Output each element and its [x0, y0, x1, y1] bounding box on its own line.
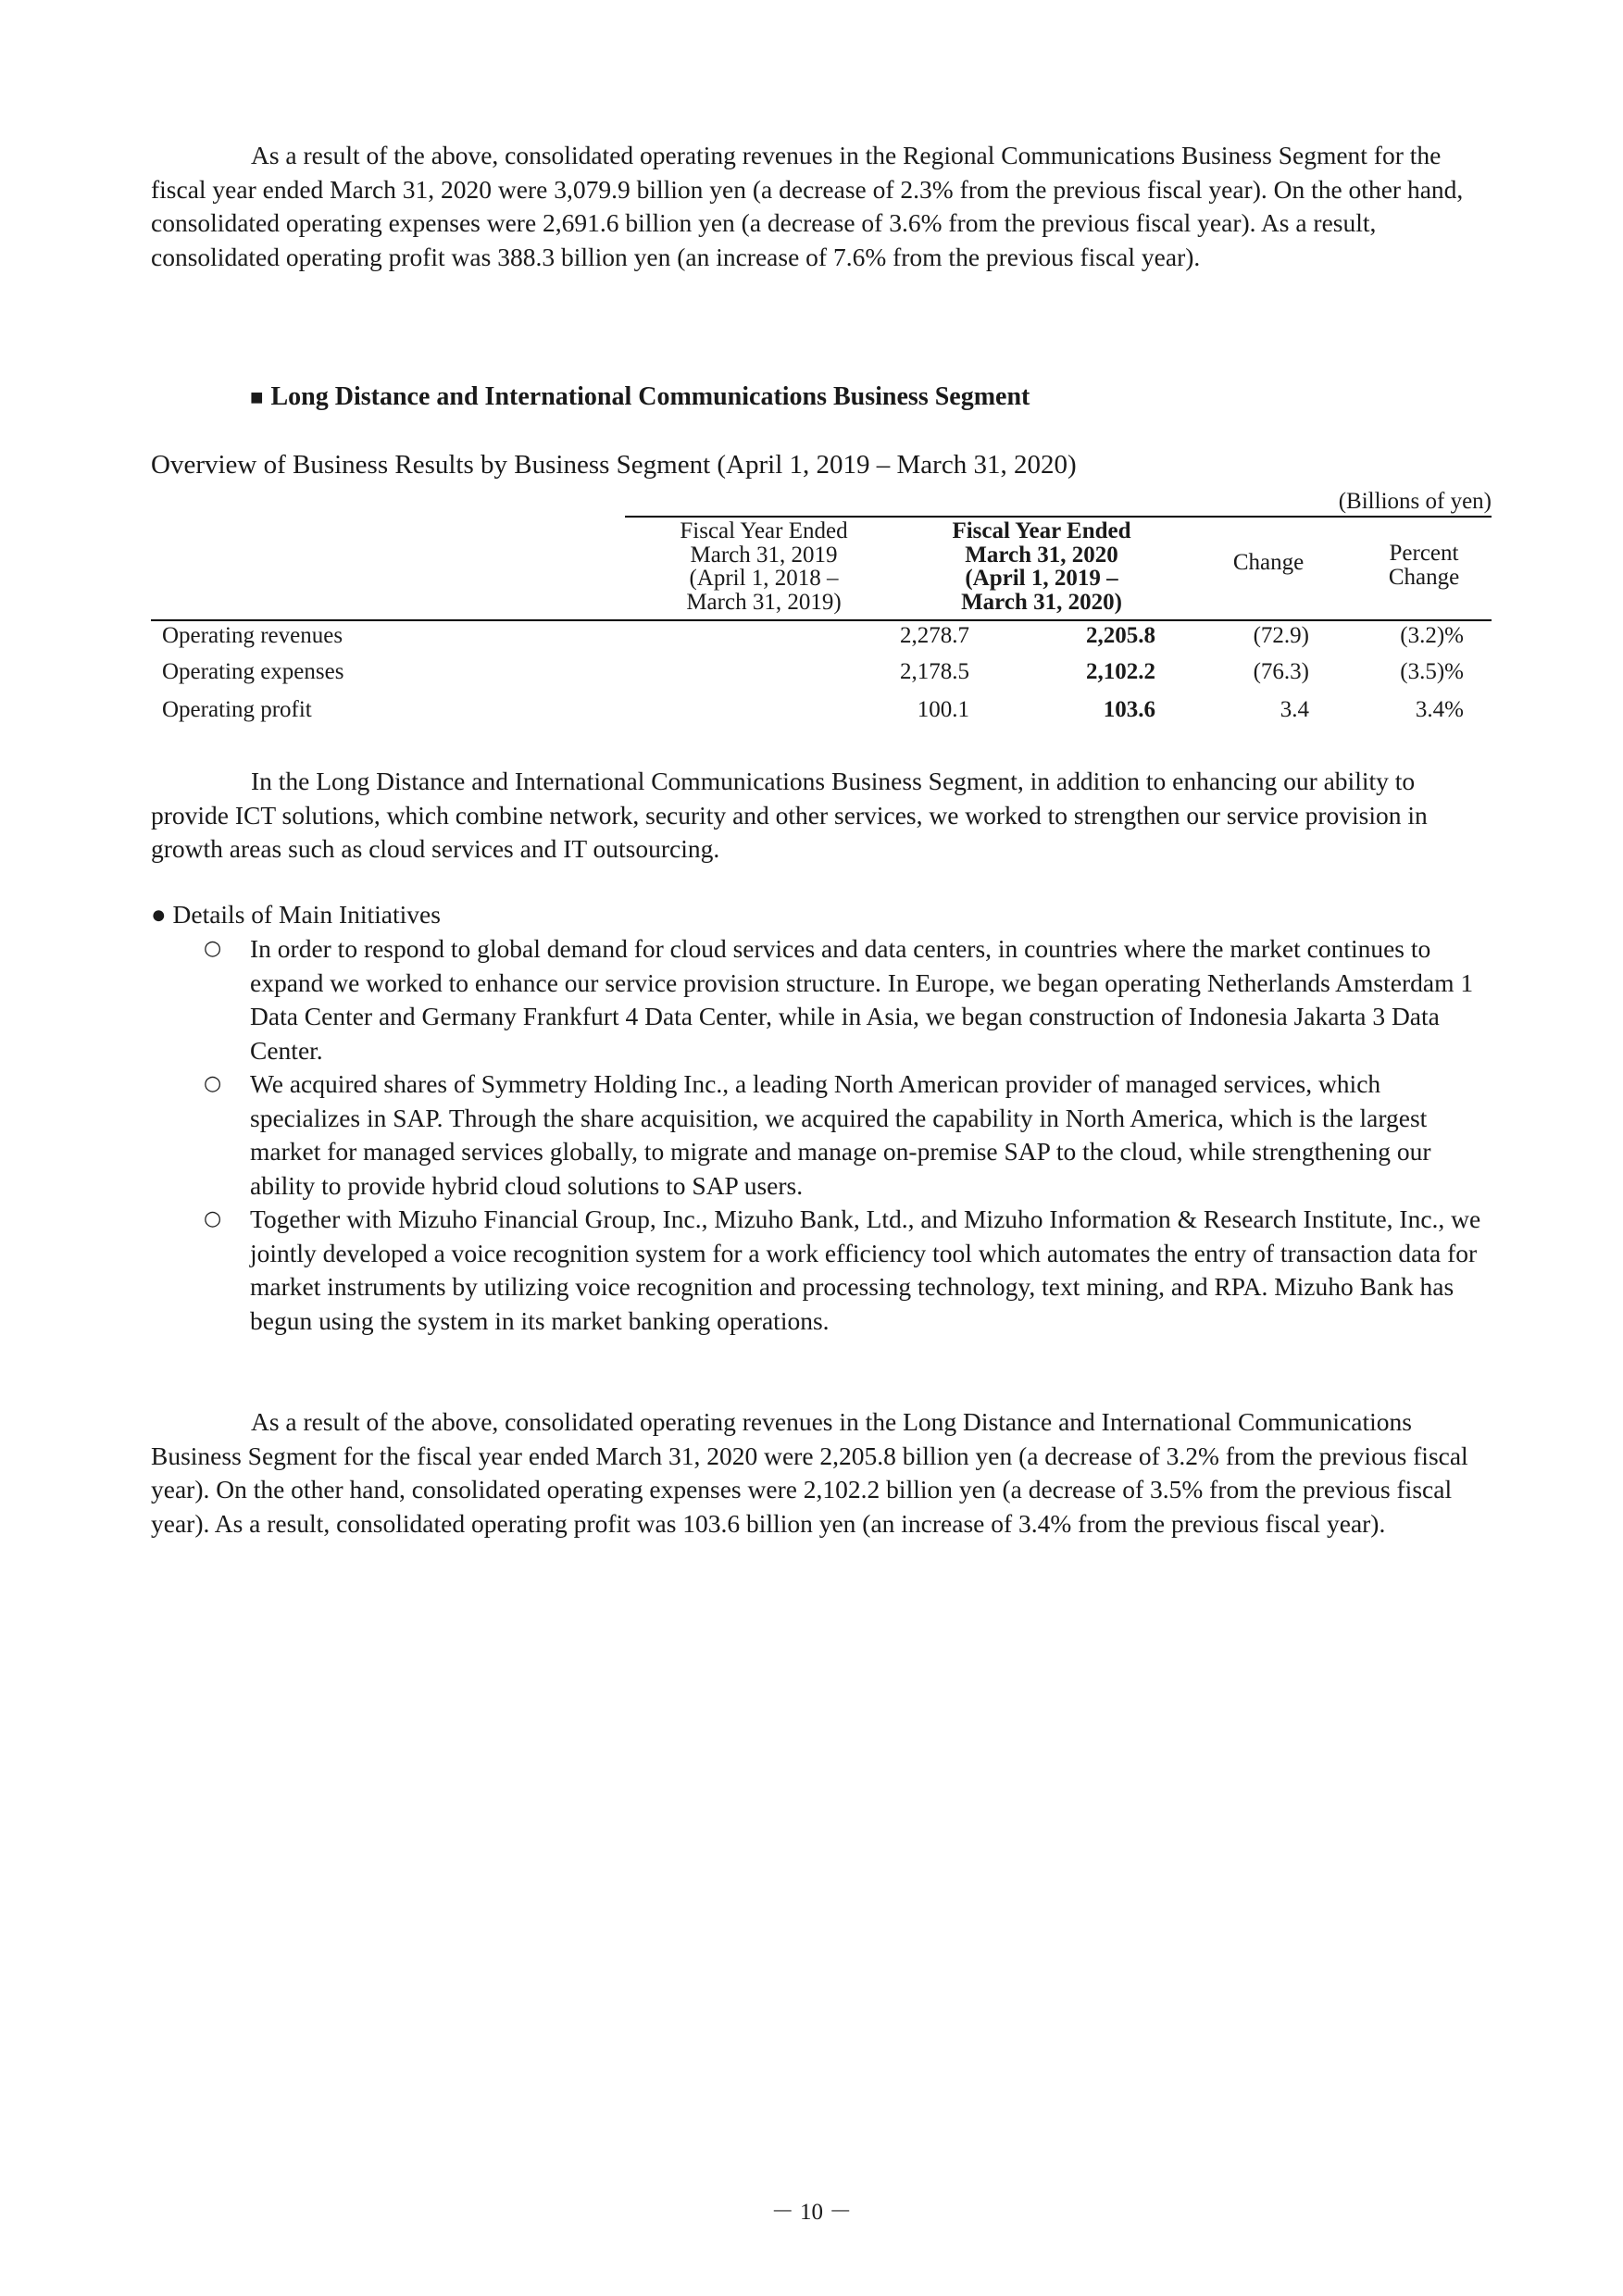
header-fy2020-line: Fiscal Year Ended: [952, 518, 1131, 543]
header-fy2020: [903, 519, 1180, 614]
header-fy2019-line: March 31, 2019): [686, 589, 842, 615]
header-change: Change: [1232, 550, 1305, 575]
segment-intro-paragraph: In the Long Distance and International Communications Business Segment, in addition to enhancing our ability to provide ICT solutions, which combine network, security and other services, we worked to strengthen our service provision in growth areas such as cloud services and IT outsourcing.: [151, 767, 1428, 863]
cell-fy2020: 2,102.2: [1086, 659, 1155, 684]
cell-fy2019: 100.1: [917, 697, 969, 722]
header-fy2020-line: March 31, 2020): [961, 589, 1122, 615]
list-item-text: Together with Mizuho Financial Group, Inc., Mizuho Bank, Ltd., and Mizuho Information & Research Institute, Inc., we jointly developed a voice recognition system for a work efficiency tool which automates the entry of transaction data for market instruments by utilizing voice recognition and processing technology, text mining, and RPA. Mizuho Bank has begun using the system in its market banking operations.: [250, 1204, 1481, 1335]
header-fy2019: [625, 519, 903, 614]
results-table: [151, 516, 1492, 742]
square-bullet-icon: ■: [250, 386, 264, 410]
header-fy2019-line: (April 1, 2018 –: [689, 566, 839, 591]
header-percent-line: Percent: [1389, 541, 1459, 566]
list-item: [204, 1203, 1491, 1338]
table-top-rule: [625, 516, 1492, 518]
cell-percent: (3.5)%: [1400, 659, 1464, 684]
cell-fy2020: 2,205.8: [1086, 623, 1155, 648]
cell-fy2019: 2,278.7: [900, 623, 969, 648]
hollow-circle-bullet-icon: ○: [204, 1072, 222, 1095]
hollow-circle-bullet-icon: ○: [204, 1207, 222, 1230]
cell-change: (72.9): [1253, 623, 1309, 648]
circle-bullet-icon: ●: [151, 900, 167, 929]
header-fy2019-line: Fiscal Year Ended: [680, 518, 848, 543]
details-heading: [151, 898, 441, 932]
header-percent-line: Change: [1388, 564, 1460, 590]
regional-summary-paragraph: As a result of the above, consolidated operating revenues in the Regional Communications Business Segment for the fiscal year ended March 31, 2020 were 3,079.9 billion yen (a decrease of 2.3% from the previous fiscal year). On the other hand, consolidated operating expenses were 2,691.6 billion yen (a decrease of 3.6% from the previous fiscal year). As a result, consolidated operating profit was 388.3 billion yen (an increase of 7.6% from the previous fiscal year).: [151, 141, 1464, 271]
header-fy2020-line: March 31, 2020: [965, 542, 1118, 568]
table-unit-note: (Billions of yen): [1338, 489, 1492, 514]
list-item-text: We acquired shares of Symmetry Holding Inc., a leading North American provider of managed services, which specializes in SAP. Through the share acquisition, we acquired the capability in North America, which is the largest market for managed services globally, to migrate and manage on-premise SAP to the cloud, while strengthening our ability to provide hybrid cloud solutions to SAP users.: [250, 1069, 1431, 1200]
hollow-circle-bullet-icon: ○: [204, 937, 222, 960]
details-heading-text: Details of Main Initiatives: [172, 900, 441, 929]
page-number: － 10 －: [770, 2200, 853, 2225]
section-title: Long Distance and International Communications Business Segment: [270, 382, 1030, 411]
cell-fy2019: 2,178.5: [900, 659, 969, 684]
cell-percent: (3.2)%: [1400, 623, 1464, 648]
table-row: [151, 692, 1492, 729]
row-label: Operating expenses: [162, 659, 344, 684]
section-heading: [250, 381, 1030, 415]
table-row: [151, 618, 1492, 655]
cell-percent: 3.4%: [1415, 697, 1464, 722]
list-item-text: In order to respond to global demand for cloud services and data centers, in countries where the market continues to expand we worked to enhance our service provision structure. In Europe, we began operating Netherlands Amsterdam 1 Data Center and Germany Frankfurt 4 Data Center, while in Asia, we began construction of Indonesia Jakarta 3 Data Center.: [250, 934, 1474, 1065]
cell-change: (76.3): [1253, 659, 1309, 684]
table-row: [151, 654, 1492, 691]
header-fy2020-line: (April 1, 2019 –: [965, 566, 1118, 591]
header-fy2019-line: March 31, 2019: [690, 542, 838, 568]
row-label: Operating revenues: [162, 623, 343, 648]
list-item: [204, 932, 1491, 1067]
cell-change: 3.4: [1280, 697, 1309, 722]
segment-summary-paragraph: As a result of the above, consolidated operating revenues in the Long Distance and International Communications Business Segment for the fiscal year ended March 31, 2020 were 2,205.8 billion yen (a decrease of 3.2% from the previous fiscal year). On the other hand, consolidated operating expenses were 2,102.2 billion yen (a decrease of 3.5% from the previous fiscal year). As a result, consolidated operating profit was 103.6 billion yen (an increase of 3.4% from the previous fiscal year).: [151, 1407, 1468, 1538]
table-caption: Overview of Business Results by Business Segment (April 1, 2019 – March 31, 2020): [151, 450, 1077, 480]
list-item: [204, 1067, 1491, 1203]
header-percent-change: [1356, 542, 1492, 589]
initiatives-list: [204, 932, 1491, 1338]
cell-fy2020: 103.6: [1103, 697, 1155, 722]
row-label: Operating profit: [162, 697, 312, 722]
